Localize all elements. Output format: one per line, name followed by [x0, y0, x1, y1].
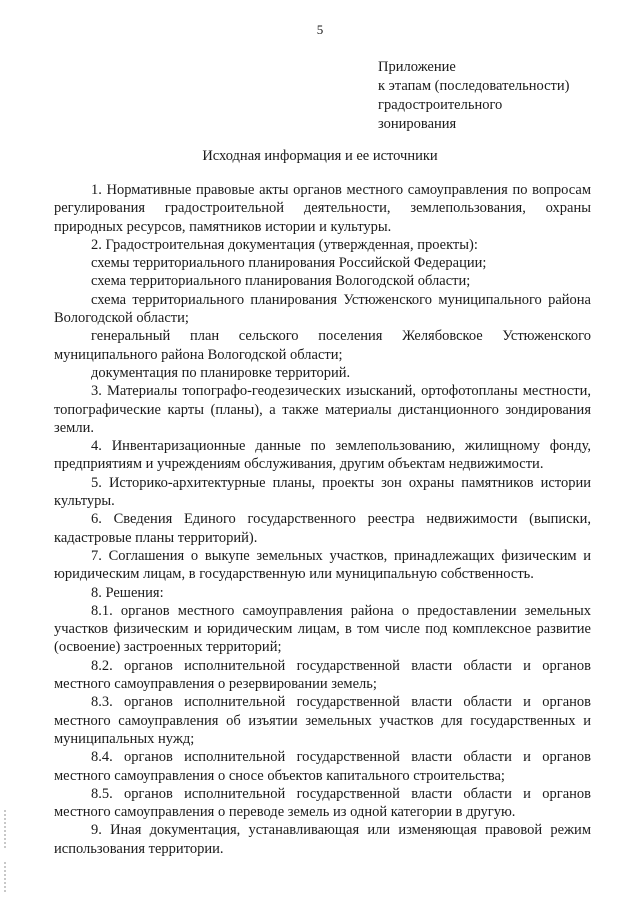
paragraph-subitem: генеральный план сельского поселения Желябовское Устюженского муниципального района Вологодской области;	[54, 328, 591, 363]
document-body	[54, 181, 591, 858]
paragraph-subitem: документация по планировке территорий.	[91, 364, 351, 381]
scan-artifact	[4, 862, 6, 892]
paragraph-item-9: 9. Иная документация, устанавливающая или изменяющая правовой режим использования территории.	[54, 822, 591, 857]
paragraph-item-7: 7. Соглашения о выкупе земельных участков, принадлежащих физическим и юридическим лицам, в государственную или муниципальную собственность.	[54, 547, 591, 583]
page-number: 5	[316, 22, 324, 37]
paragraph-subitem: схема территориального планирования Вологодской области;	[91, 273, 471, 290]
paragraph-item-6: 6. Сведения Единого государственного реестра недвижимости (выписки, кадастровые планы территорий).	[54, 511, 591, 546]
paragraph-item-5: 5. Историко-архитектурные планы, проекты зон охраны памятников истории культуры.	[54, 474, 591, 510]
appendix-line: Приложение	[378, 59, 456, 75]
paragraph-item-8-2: 8.2. органов исполнительной государственной власти области и органов местного самоуправления о резервировании земель;	[54, 657, 591, 693]
appendix-line: зонирования	[378, 116, 457, 132]
document-title: Исходная информация и ее источники	[202, 148, 438, 164]
paragraph-item-8-5: 8.5. органов исполнительной государственной власти области и органов местного самоуправления о переводе земель из одной категории в другую.	[54, 785, 591, 821]
paragraph-subitem: схема территориального планирования Устюженского муниципального района Вологодской области;	[54, 291, 591, 327]
paragraph-item-8-4: 8.4. органов исполнительной государственной власти области и органов местного самоуправления о сносе объектов капитального строительства;	[54, 749, 591, 784]
paragraph-item-3: 3. Материалы топографо-геодезических изысканий, ортофотопланы местности, топографические карты (планы), а также материалы дистанционного зондирования земли.	[54, 383, 591, 436]
scan-artifact	[4, 810, 6, 850]
paragraph-item-4: 4. Инвентаризационные данные по землепользованию, жилищному фонду, предприятиям и учреждениям обслуживания, другим объектам недвижимости.	[54, 438, 591, 473]
appendix-line: к этапам (последовательности)	[378, 78, 570, 94]
paragraph-item-8-1: 8.1. органов местного самоуправления района о предоставлении земельных участков физическим и юридическим лицам, в том числе под комплексное развитие (освоение) застроенных территорий;	[54, 602, 591, 656]
paragraph-item-8: 8. Решения:	[91, 584, 164, 601]
paragraph-item-1: 1. Нормативные правовые акты органов местного самоуправления по вопросам регулирования градостроительной деятельности, землепользования, охраны природных ресурсов, памятников истории и культуры.	[54, 182, 591, 235]
appendix-header	[378, 58, 618, 134]
paragraph-item-2: 2. Градостроительная документация (утвержденная, проекты):	[91, 236, 478, 253]
paragraph-subitem: схемы территориального планирования Российской Федерации;	[91, 255, 487, 272]
appendix-line: градостроительного	[378, 97, 503, 113]
paragraph-item-8-3: 8.3. органов исполнительной государственной власти области и органов местного самоуправления об изъятии земельных участков для государственных и муниципальных нужд;	[54, 694, 591, 747]
